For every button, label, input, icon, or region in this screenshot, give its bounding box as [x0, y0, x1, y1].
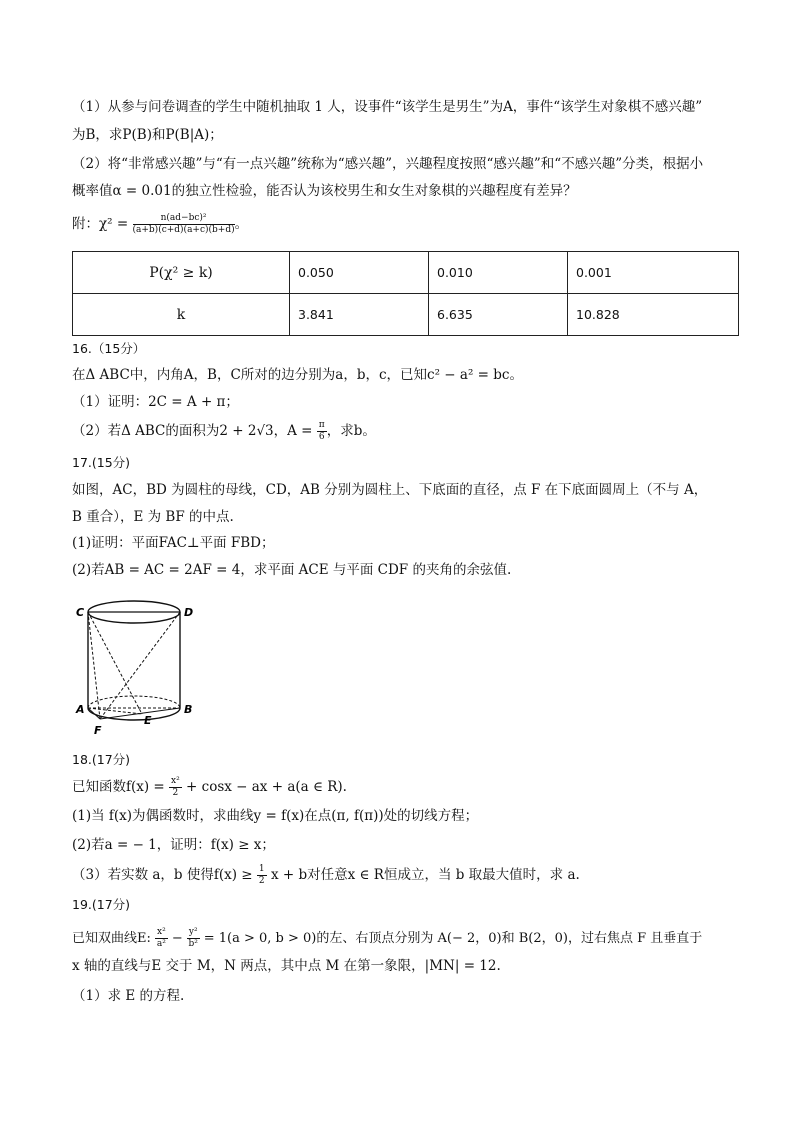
label-e: E [144, 714, 152, 727]
frac-den: 2 [258, 876, 265, 886]
table-row [73, 252, 739, 294]
pi-over-six [317, 420, 327, 443]
formula-denominator: (a+b)(c+d)(a+c)(b+d) [132, 225, 235, 235]
q17-part2: (2)若AB = AC = 2AF = 4，求平面 ACE 与平面 CDF 的夹角的余弦值. [72, 562, 512, 578]
table-cell: k [73, 294, 290, 336]
q19-stem-line2: x 轴的直线与E 交于 M，N 两点，其中点 M 在第一象限，|MN| = 12. [72, 958, 501, 974]
q15-part1-line1: （1）从参与问卷调查的学生中随机抽取 1 人，设事件“该学生是男生”为A，事件“该学生对象棋不感兴趣” [72, 99, 703, 115]
table-cell: 0.010 [429, 252, 568, 294]
frac-den: b² [188, 939, 198, 949]
frac-num: 1 [258, 864, 265, 874]
q16-part1: （1）证明：2C = A + π； [72, 394, 239, 410]
frac-num: π [318, 420, 325, 430]
q18-part2: (2)若a = − 1，证明：f(x) ≥ x； [72, 837, 275, 853]
q18-part3-text: （3）若实数 a，b 使得f(x) ≥ [72, 867, 253, 883]
q17-header: 17.(15分) [72, 455, 131, 470]
q15-part1-line2: 为B，求P(B)和P(B|A)； [72, 127, 223, 143]
q16-header: 16.（15分） [72, 341, 146, 356]
frac-den: a² [156, 939, 166, 949]
q16-stem: 在Δ ABC中，内角A，B，C所对的边分别为a，b，c，已知c² − a² = bc。 [72, 367, 523, 383]
q16-part2-text: （2）若Δ ABC的面积为2 + 2√3，A = [72, 423, 313, 439]
table-cell: 6.635 [429, 294, 568, 336]
q19-part1: （1）求 E 的方程. [72, 988, 185, 1004]
frac-num: y² [188, 927, 198, 937]
table-cell: P(χ² ≥ k) [73, 252, 290, 294]
table-row [73, 294, 739, 336]
q15-part2-line1: （2）将“非常感兴趣”与“有一点兴趣”统称为“感兴趣”，兴趣程度按照“感兴趣”和“不感兴趣”分类，根据小 [72, 156, 704, 172]
q18-part1: (1)当 f(x)为偶函数时，求曲线y = f(x)在点(π, f(π))处的切线方程； [72, 808, 479, 824]
x-squared-over-two [169, 776, 182, 799]
q17-stem-line1: 如图，AC，BD 为圆柱的母线，CD，AB 分别为圆柱上、下底面的直径，点 F 在下底面圆周上（不与 A， [72, 482, 708, 498]
q15-appendix [72, 213, 248, 236]
label-c: C [76, 606, 85, 619]
critical-value-table [72, 251, 739, 336]
minus-sign: − [171, 931, 183, 946]
label-a: A [76, 703, 85, 716]
frac-num: x² [157, 927, 166, 937]
label-b: B [184, 703, 193, 716]
y2-over-b2 [187, 927, 200, 950]
q18-part3-tail: x + b对任意x ∈ R恒成立，当 b 取最大值时，求 a. [270, 867, 580, 883]
label-f: F [94, 724, 102, 737]
table-cell: 3.841 [290, 294, 429, 336]
q18-stem-text: 已知函数f(x) = [72, 779, 165, 795]
label-d: D [184, 606, 194, 619]
q19-header: 19.(17分) [72, 897, 131, 912]
formula-numerator: n(ad−bc)² [133, 213, 235, 225]
q17-stem-line2: B 重合），E 为 BF 的中点. [72, 509, 234, 525]
appendix-suffix: 。 [234, 216, 249, 232]
q18-part3 [72, 864, 580, 887]
q18-stem [72, 776, 347, 799]
q17-part1: (1)证明：平面FAC⊥平面 FBD； [72, 535, 275, 551]
q16-part2-tail: ，求b。 [326, 423, 376, 439]
q19-stem-line1 [72, 927, 702, 950]
q16-part2 [72, 420, 376, 443]
table-cell: 0.001 [568, 252, 739, 294]
q18-header: 18.(17分) [72, 752, 131, 767]
one-half [257, 864, 267, 887]
q19-stem-tail: = 1(a > 0, b > 0)的左、右顶点分别为 A(− 2，0)和 B(2，0)，过右焦点 F 且垂直于 [203, 931, 703, 946]
frac-num: x² [171, 776, 180, 786]
cylinder-figure [74, 596, 214, 744]
table-cell: 10.828 [568, 294, 739, 336]
table-cell: 0.050 [290, 252, 429, 294]
x2-over-a2 [155, 927, 168, 950]
appendix-prefix: 附：χ² = [72, 216, 129, 232]
chi-square-formula [133, 213, 235, 236]
frac-den: 6 [318, 432, 325, 442]
q18-stem-tail: + cosx − ax + a(a ∈ R). [186, 779, 347, 795]
frac-den: 2 [172, 788, 179, 798]
q15-part2-line2: 概率值α = 0.01的独立性检验，能否认为该校男生和女生对象棋的兴趣程度有差异？ [72, 183, 577, 199]
q19-stem-text: 已知双曲线E: [72, 931, 151, 946]
